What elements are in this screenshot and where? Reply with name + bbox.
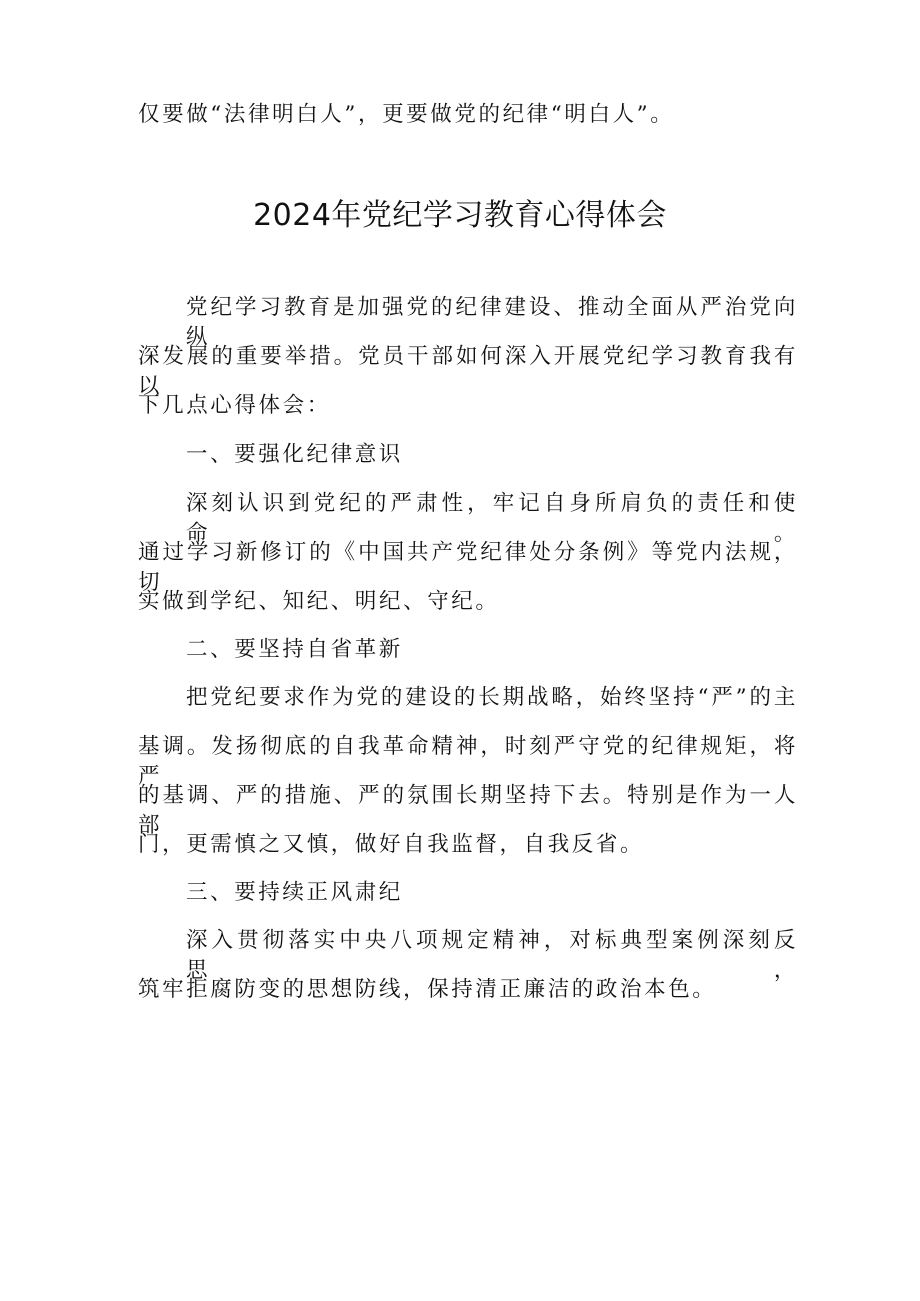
intro-line-2: 深发展的重要举措。党员干部如何深入开展党纪学习教育我有以 — [138, 344, 798, 399]
intro-line-1: 党纪学习教育是加强党的纪律建设、推动全面从严治党向纵 — [186, 295, 798, 350]
section-heading-1: 一、要强化纪律意识 — [186, 442, 403, 467]
section-2-line-1: 把党纪要求作为党的建设的长期战略，始终坚持“严”的主 — [186, 685, 798, 710]
carryover-line: 仅要做“法律明白人”，更要做党的纪律“明白人”。 — [138, 102, 675, 127]
section-1-line-3: 实做到学纪、知纪、明纪、守纪。 — [138, 589, 500, 614]
section-3-line-2: 筑牢拒腐防变的思想防线，保持清正廉洁的政治本色。 — [138, 977, 717, 1002]
section-1-line-1: 深刻认识到党纪的严肃性，牢记自身所肩负的责任和使命。 — [186, 491, 798, 546]
section-heading-3: 三、要持续正风肃纪 — [186, 880, 403, 905]
section-2-line-2: 基调。发扬彻底的自我革命精神，时刻严守党的纪律规矩，将严 — [138, 734, 798, 789]
section-1-line-2: 通过学习新修订的《中国共产党纪律处分条例》等党内法规，切 — [138, 540, 798, 595]
section-heading-2: 二、要坚持自省革新 — [186, 637, 403, 662]
intro-line-3: 下几点心得体会： — [138, 393, 331, 418]
section-2-line-4: 门，更需慎之又慎，做好自我监督，自我反省。 — [138, 832, 645, 857]
section-3-line-1: 深入贯彻落实中央八项规定精神，对标典型案例深刻反思， — [186, 928, 798, 983]
page-title: 2024年党纪学习教育心得体会 — [253, 198, 667, 233]
section-2-line-3: 的基调、严的措施、严的氛围长期坚持下去。特别是作为一人部 — [138, 783, 798, 838]
